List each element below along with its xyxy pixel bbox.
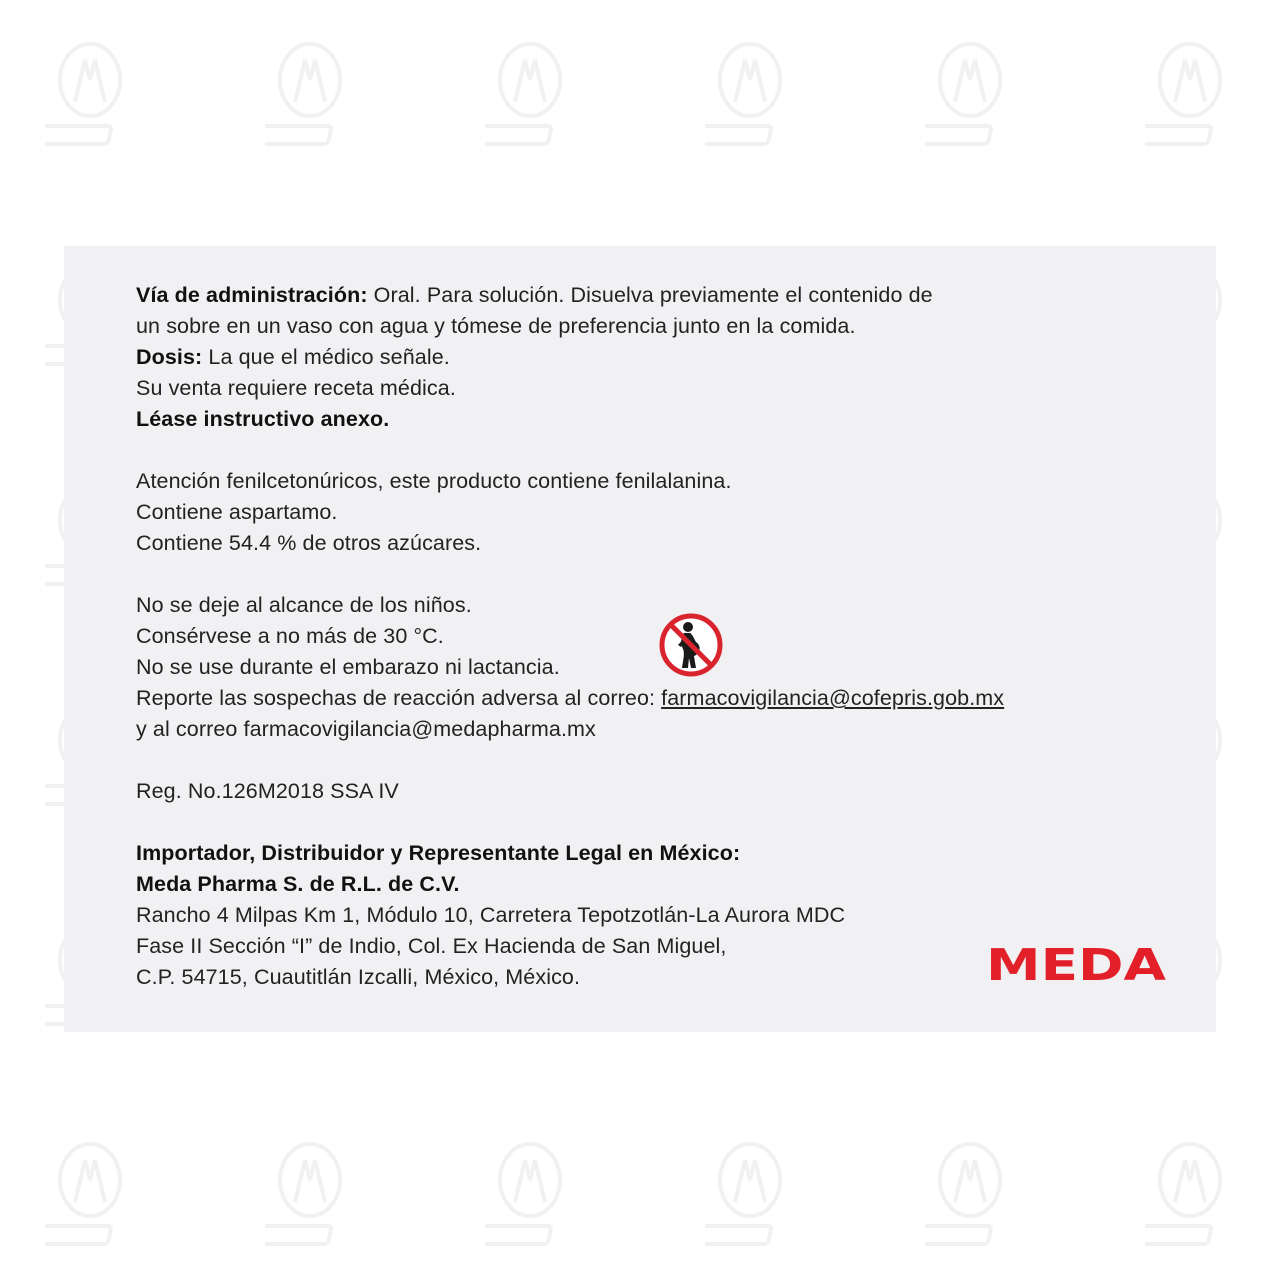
pharmacy-watermark-icon [45, 40, 135, 150]
registro-line: Reg. No.126M2018 SSA IV [136, 779, 399, 803]
via-line-1 [136, 280, 1196, 311]
dosis-heading: Dosis: [136, 345, 203, 369]
dosis-line [136, 342, 1196, 373]
receta-line: Su venta requiere receta médica. [136, 376, 456, 400]
dosis-text: La que el médico señale. [202, 345, 450, 369]
pharmacy-watermark-icon [485, 40, 575, 150]
pharmacy-watermark-icon [925, 1140, 1015, 1250]
pharmacy-watermark-icon [925, 40, 1015, 150]
pharmacy-watermark-icon [1145, 1140, 1235, 1250]
azucares-line: Contiene 54.4 % de otros azúcares. [136, 531, 482, 555]
via-line-2: un sobre en un vaso con agua y tómese de preferencia junto en la comida. [136, 314, 856, 338]
pharmacy-watermark-icon [705, 1140, 795, 1250]
ninos-line: No se deje al alcance de los niños. [136, 593, 472, 617]
no-pregnancy-icon [658, 612, 724, 678]
pharmacy-watermark-icon [265, 40, 355, 150]
direccion-line-1: Rancho 4 Milpas Km 1, Módulo 10, Carretera Tepotzotlán-La Aurora MDC [136, 903, 846, 927]
importador-line: Importador, Distribuidor y Representante Legal en México: [136, 841, 741, 865]
cofepris-email-link[interactable]: farmacovigilancia@cofepris.gob.mx [661, 686, 1005, 710]
via-heading: Vía de administración: [136, 283, 368, 307]
instructivo-line: Léase instructivo anexo. [136, 407, 390, 431]
pharmacy-watermark-icon [265, 1140, 355, 1250]
empresa-line: Meda Pharma S. de R.L. de C.V. [136, 872, 460, 896]
aspartamo-line: Contiene aspartamo. [136, 500, 338, 524]
pharmacy-watermark-icon [45, 1140, 135, 1250]
correo-line: y al correo farmacovigilancia@medapharma.mx [136, 717, 596, 741]
embarazo-line: No se use durante el embarazo ni lactancia. [136, 655, 560, 679]
meda-logo [986, 942, 1168, 986]
pharmacy-watermark-icon [705, 40, 795, 150]
label-card [64, 246, 1216, 1032]
pharmacy-watermark-icon [1145, 40, 1235, 150]
pharmacy-watermark-icon [485, 1140, 575, 1250]
reporte-line [136, 683, 1196, 714]
svg-text:MEDA: MEDA [986, 942, 1166, 986]
via-text: Oral. Para solución. Disuelva previamente el contenido de [367, 283, 933, 307]
direccion-line-3: C.P. 54715, Cuautitlán Izcalli, México, México. [136, 965, 581, 989]
atencion-line: Atención fenilcetonúricos, este producto contiene fenilalanina. [136, 469, 732, 493]
reporte-text: Reporte las sospechas de reacción adversa al correo: [136, 686, 662, 710]
direccion-line-2: Fase II Sección “I” de Indio, Col. Ex Hacienda de San Miguel, [136, 934, 727, 958]
conservese-line: Consérvese a no más de 30 °C. [136, 624, 444, 648]
